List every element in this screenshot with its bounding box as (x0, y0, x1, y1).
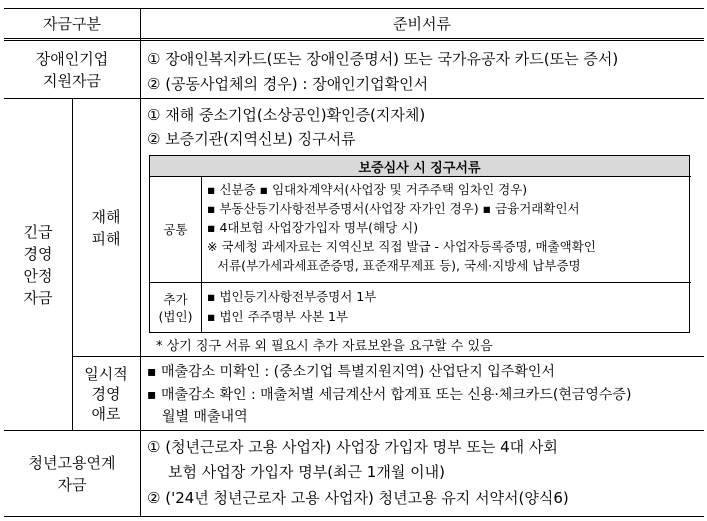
temporary-item1: ▪ 매출감소 미확인 : (중소기업 특별지원지역) 산업단지 입주확인서 (147, 364, 555, 380)
temporary-label-line3: 애로 (91, 404, 121, 423)
disabled-item1: ① 장애인복지카드(또는 장애인증명서) 또는 국가유공자 카드(또는 증서) (147, 50, 619, 68)
temporary-label-line1: 일시적 (84, 364, 128, 383)
emergency-category-line4: 자금 (23, 288, 53, 307)
disabled-category (4, 41, 140, 98)
inner-row-divider (149, 282, 691, 283)
inner-extra-label (150, 283, 201, 333)
emergency-category (4, 99, 72, 430)
disaster-item2: ② 보증기관(지역신보) 징구서류 (147, 130, 356, 148)
temporary-label (72, 357, 140, 430)
inner-col-divider (201, 176, 202, 333)
temporary-label-line2: 경영 (91, 384, 121, 403)
inner-common-line5: 서류(부가세과세표준증명, 표준재무제표 등), 국세·지방세 납부증명 (217, 258, 581, 273)
emergency-category-line1: 긴급 (23, 222, 53, 241)
disaster-item1: ① 재해 중소기업(소상공인)확인증(지자체) (147, 106, 426, 124)
row-divider-sub (72, 356, 704, 357)
disaster-label-line1: 재해 (91, 207, 121, 226)
inner-extra-line1: ▪ 법인등기사항전부증명서 1부 (207, 289, 377, 304)
inner-common-line3: ▪ 4대보험 사업장가입자 명부(해당 시) (207, 220, 419, 235)
inner-extra-line2: ▪ 법인 주주명부 사본 1부 (207, 309, 348, 324)
inner-extra-label-line1: 추가 (163, 292, 188, 307)
emergency-category-line2: 경영 (23, 244, 53, 263)
inner-common-line1: ▪ 신분증 ▪ 임대차계약서(사업장 및 거주주택 임차인 경우) (207, 182, 528, 197)
youth-item3: ② ('24년 청년근로자 고용 사업자) 청년고용 유지 서약서(양식6) (147, 489, 569, 507)
table-bottom-border (4, 516, 704, 517)
youth-category-line2: 자금 (57, 475, 87, 494)
col-divider-mid (140, 98, 141, 430)
youth-item1: ① (청년근로자 고용 사업자) 사업장 가입자 명부 또는 4대 사회 (147, 438, 558, 456)
disaster-note: * 상기 징구 서류 외 필요시 추가 자료보완을 요구할 수 있음 (156, 339, 493, 354)
temporary-item2: ▪ 매출감소 확인 : 매출처별 세금계산서 합계표 또는 신용·체크카드(현금영수증) (147, 387, 632, 403)
youth-category-line1: 청년고용연계 (28, 453, 116, 472)
inner-table-title: 보증심사 시 징구서류 (150, 156, 689, 176)
header-category: 자금구분 (43, 14, 101, 33)
inner-common-label: 공통 (163, 221, 188, 237)
emergency-category-line3: 안정 (23, 266, 53, 285)
disaster-label-line2: 피해 (91, 229, 121, 248)
header-documents: 준비서류 (393, 14, 451, 33)
inner-common-line4: ※ 국세청 과세자료는 지역신보 직접 발급 - 사업자등록증명, 매출액확인 (207, 239, 596, 254)
inner-extra-label-line2: (법인) (158, 309, 193, 324)
inner-common-line2: ▪ 부동산등기사항전부증명서(사업장 자가인 경우) ▪ 금융거래확인서 (207, 201, 580, 216)
temporary-item3: 월별 매출내역 (162, 409, 248, 425)
youth-item2: 보험 사업장 가입자 명부(최근 1개월 이내) (168, 463, 445, 481)
disaster-label (72, 99, 140, 356)
col-divider-bottom (140, 430, 141, 516)
disabled-category-line1: 장애인기업 (35, 49, 109, 68)
youth-category (4, 431, 140, 516)
inner-title-divider (149, 176, 691, 177)
disabled-category-line2: 지원자금 (43, 71, 101, 90)
disabled-item2: ② (공동사업체의 경우) : 장애인기업확인서 (147, 75, 429, 93)
